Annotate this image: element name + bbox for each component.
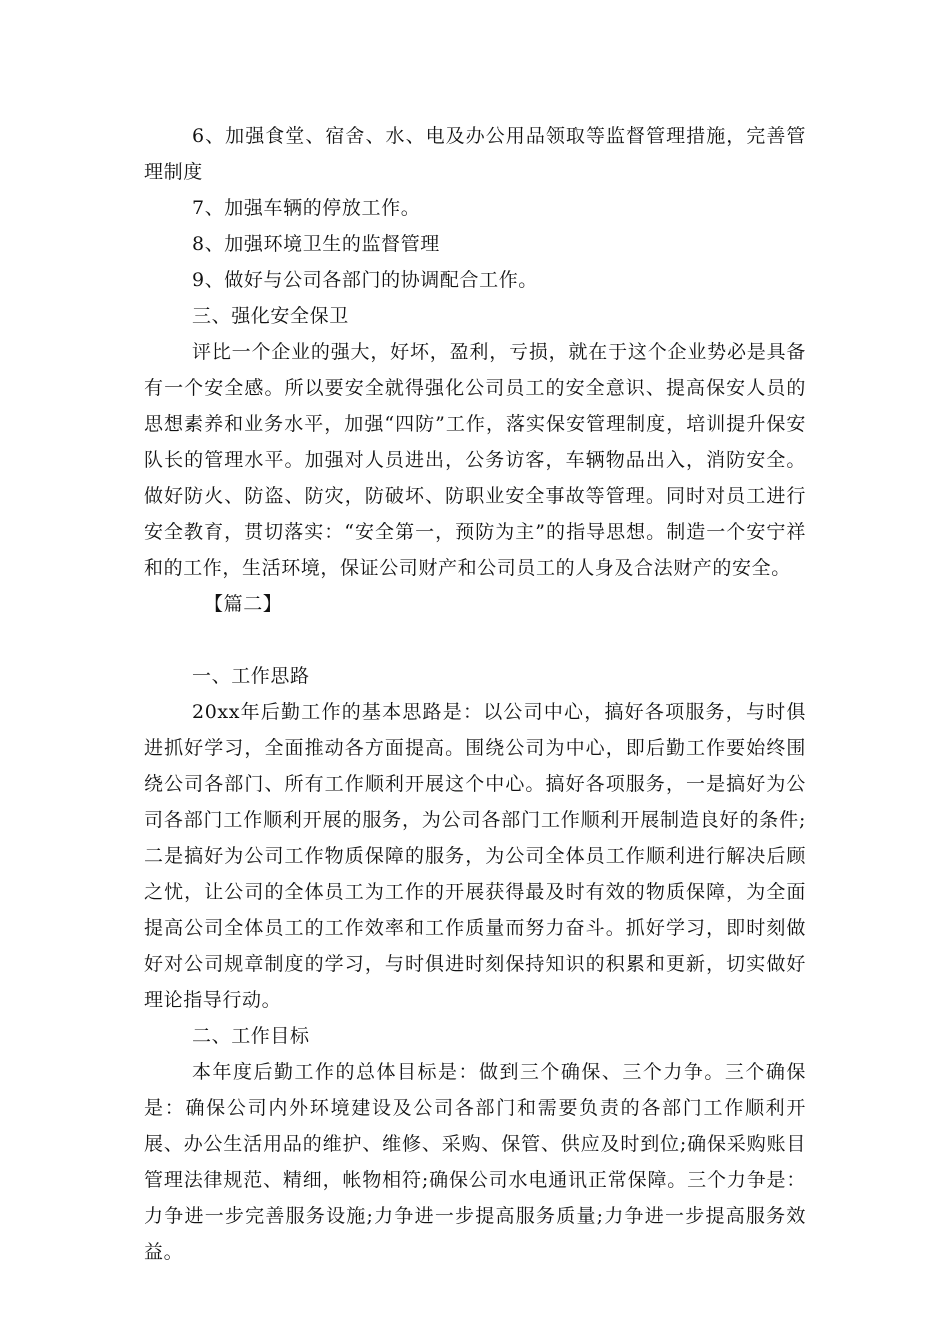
paragraph-work-goals: 本年度后勤工作的总体目标是：做到三个确保、三个力争。三个确保是：确保公司内外环境建设及公司各部门和需要负责的各部门工作顺利开展、办公生活用品的维护、维修、采购、保管、供应及时到位;确保采购账目管理法律规范、精细，帐物相符;确保公司水电通讯正常保障。三个力争是：力争进一步完善服务设施;力争进一步提高服务质量;力争进一步提高服务效益。 xyxy=(144,1061,806,1263)
paragraph-item-6: 6、加强食堂、宿舍、水、电及办公用品领取等监督管理措施，完善管理制度 xyxy=(144,125,806,183)
paragraph-work-ideas: 20xx年后勤工作的基本思路是：以公司中心，搞好各项服务，与时俱进抓好学习，全面推动各方面提高。围绕公司为中心，即后勤工作要始终围绕公司各部门、所有工作顺利开展这个中心。搞好各项服务，一是搞好为公司各部门工作顺利开展的服务，为公司各部门工作顺利开展制造良好的条件;二是搞好为公司工作物质保障的服务，为公司全体员工作顺利进行解决后顾之忧，让公司的全体员工为工作的开展获得最及时有效的物质保障，为全面提高公司全体员工的工作效率和工作质量而努力奋斗。抓好学习，即时刻做好对公司规章制度的学习，与时俱进时刻保持知识的积累和更新，切实做好理论指导行动。 xyxy=(144,701,806,1011)
blank-line xyxy=(144,622,806,658)
paragraph-security: 评比一个企业的强大，好坏，盈利，亏损，就在于这个企业势必是具备有一个安全感。所以要安全就得强化公司员工的安全意识、提高保安人员的思想素养和业务水平，加强“四防”工作，落实保安管理制度，培训提升保安队长的管理水平。加强对人员进出，公务访客，车辆物品出入，消防安全。做好防火、防盗、防灾，防破坏、防职业安全事故等管理。同时对员工进行安全教育，贯切落实：“安全第一，预防为主”的指导思想。制造一个安宁祥和的工作，生活环境，保证公司财产和公司员工的人身及合法财产的安全。 xyxy=(144,341,806,579)
heading-security: 三、强化安全保卫 xyxy=(192,305,349,327)
document-body xyxy=(144,118,806,1270)
section-label-part-two: 【篇二】 xyxy=(204,593,283,615)
paragraph-item-7: 7、加强车辆的停放工作。 xyxy=(192,197,421,219)
paragraph-item-9: 9、做好与公司各部门的协调配合工作。 xyxy=(192,269,538,291)
paragraph-item-8: 8、加强环境卫生的监督管理 xyxy=(192,233,440,255)
heading-work-goals: 二、工作目标 xyxy=(192,1025,310,1047)
heading-work-ideas: 一、工作思路 xyxy=(192,665,310,687)
